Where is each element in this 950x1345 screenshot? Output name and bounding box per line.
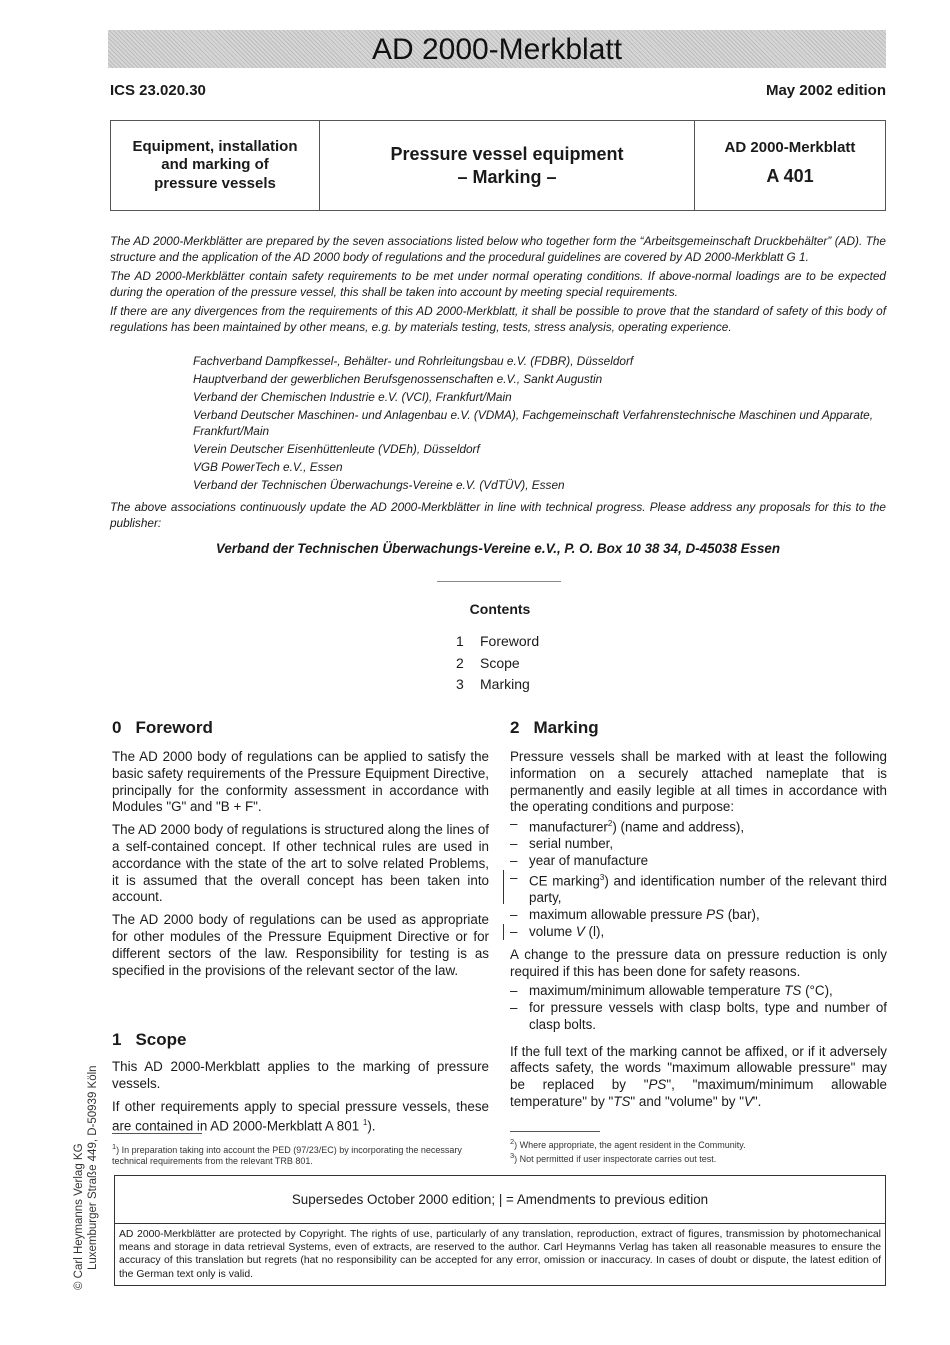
merkblatt-label: AD 2000-Merkblatt (724, 139, 856, 156)
foreword-heading: 0 Foreword (112, 718, 213, 737)
copyright-box (114, 1223, 886, 1286)
imprint-line: © Carl Heymanns Verlag KG (73, 1143, 85, 1290)
amendment-bar (503, 870, 504, 904)
supersedes-note: Supersedes October 2000 edition; | = Amendments to previous edition (291, 1192, 709, 1207)
ics-code: ICS 23.020.30 (110, 82, 206, 99)
document-subtitle: – Marking – (457, 166, 557, 187)
imprint-line: Luxemburger Straße 449, D-50939 Köln (87, 1065, 99, 1270)
header-code-cell (695, 121, 885, 210)
document-title-line: Pressure vessel equipment (390, 143, 624, 164)
intro-paragraph: The AD 2000-Merkblätter are prepared by the seven associations listed below who together form the “Arbeitsgemeinschaft Druckbehälter” (AD). The structure and the application of the AD 2000 body of regulations and the procedural guidelines are covered by AD 2000-Merkblatt G 1. (110, 234, 886, 264)
footnote-3: $^3$) Not permitted if user inspectorate carries out test. (510, 1151, 717, 1164)
header-box (110, 120, 886, 211)
publisher-imprint (72, 1050, 100, 1290)
category-line: pressure vessels (154, 174, 276, 192)
contents-item-marking[interactable]: 3 Marking (456, 676, 530, 692)
association-item: Fachverband Dampfkessel-, Behälter- und Rohrleitungsbau e.V. (FDBR), Düsseldorf (193, 354, 634, 368)
association-list (193, 354, 886, 496)
scope-heading: 1 Scope (112, 1030, 187, 1049)
foreword-paragraph: The AD 2000 body of regulations can be applied to satisfy the basic safety requirements of the Pressure Equipment Directive, principally for the conformity assessment in accordance with Modules "G" and "B + F". (112, 749, 489, 815)
footnote-2: $^2$) Where appropriate, the agent resident in the Community. (510, 1137, 746, 1150)
scope-paragraph: If other requirements apply to special pressure vessels, these are contained in AD 2000-Merkblatt A 801 $^1$). (112, 1098, 489, 1134)
intro-closing (110, 500, 886, 535)
edition-label: May 2002 edition (765, 82, 886, 99)
copyright-notice: AD 2000-Merkblätter are protected by Copyright. The rights of use, particularly of any translation, reproduction, extract of figures, transmission by photomechanical means and storage in data retrieval Systems, even of extracts, are reserved to the author. Carl Heymanns Verlag has taken all reasonable measures to ensure the accuracy of this translation but regrets (hat no responsibility can be accepted for any error, omission or inaccuracy. In cases of doubt or dispute, the latest edition of the German text only is valid. (119, 1229, 881, 1280)
intro-paragraph: If there are any divergences from the requirements of this AD 2000-Merkblatt, it shall be possible to prove that the standard of safety of this body of regulations has been maintained by other means, e.g. by materials testing, tests, stress analysis, operating experience. (110, 304, 886, 334)
association-item: VGB PowerTech e.V., Essen (193, 459, 343, 474)
marking-paragraph: If the full text of the marking cannot be affixed, or if it adversely affects safety, the words "maximum allowable pressure" may be replaced by "PS", "maximum/minimum allowable temperature" by "TS" and "volume" by "V". (510, 1043, 887, 1110)
association-item: Verband der Chemischen Industrie e.V. (VCI), Frankfurt/Main (193, 390, 512, 404)
association-item: Verband der Technischen Überwachungs-Vereine e.V. (VdTÜV), Essen (193, 477, 565, 492)
foreword-paragraph: The AD 2000 body of regulations is structured along the lines of a self-contained concept. If other technical rules are used in accordance with the state of the art to solve related Problems, it is assumed that the overall concept has been taken into account. (112, 822, 489, 905)
publisher-address: Verband der Technischen Überwachungs-Vereine e.V., P. O. Box 10 38 34, D-45038 Essen (215, 541, 781, 556)
list-item: – for pressure vessels with clasp bolts, type and number of clasp bolts. (510, 1000, 887, 1034)
list-item: – manufacturer$^2$) (name and address), (510, 816, 887, 836)
intro-paragraph: The AD 2000-Merkblätter contain safety requirements to be met under normal operating conditions. If above-normal loadings are to be expected during the operation of the pressure vessel, this shall be taken into account by meeting special requirements. (110, 269, 886, 299)
marking-paragraph: Pressure vessels shall be marked with at least the following information on a securely attached nameplate that is permanently and easily legible at all times in accordance with the operating conditions and purpose: (510, 749, 887, 815)
association-item: Verein Deutscher Eisenhüttenleute (VDEh), Düsseldorf (193, 441, 480, 456)
intro-text (110, 234, 886, 339)
scope-paragraph: This AD 2000-Merkblatt applies to the marking of pressure vessels. (112, 1059, 489, 1091)
marking-heading: 2 Marking (510, 718, 599, 737)
contents-list (456, 631, 539, 696)
temperature-list (510, 983, 887, 1033)
association-item: Hauptverband der gewerblichen Berufsgenossenschaften e.V., Sankt Augustin (193, 372, 603, 386)
contents-divider (437, 581, 561, 582)
foreword-body (112, 749, 489, 985)
header-document-title (320, 121, 695, 210)
marking-paragraph: A change to the pressure data on pressure reduction is only required if this has been done for safety reasons. (510, 946, 887, 979)
list-item: – serial number, (510, 836, 887, 853)
list-item: – maximum/minimum allowable temperature TS (°C), (510, 983, 887, 1000)
footnote-rule-left (112, 1133, 202, 1134)
intro-paragraph: The above associations continuously update the AD 2000-Merkblätter in line with technical progress. Please address any proposals for this to the publisher: (110, 500, 886, 530)
marking-list (510, 816, 887, 941)
contents-item-scope[interactable]: 2 Scope (456, 654, 520, 671)
contents-item-foreword[interactable]: 1 Foreword (456, 633, 540, 649)
list-item: – year of manufacture (510, 853, 887, 870)
list-item: – CE marking$^3$) and identification number of the relevant third party, (510, 870, 887, 907)
category-line: Equipment, installation (132, 137, 298, 155)
marking-body (510, 749, 887, 1117)
foreword-paragraph: The AD 2000 body of regulations can be used as appropriate for other modules of the Pressure Equipment Directive or for different sectors of the law. Responsibility for testing is as specified in the provisions of the relevant sector of the law. (112, 912, 489, 978)
scope-body (112, 1059, 489, 1142)
footnote-rule-right (510, 1131, 600, 1132)
category-line: and marking of (161, 156, 269, 174)
footnote-1: $^1$) In preparation taking into account the PED (97/23/EC) by incorporating the necessary technical requirements from the relevant TRB 801. (112, 1142, 462, 1166)
list-item: – volume V (l), (510, 924, 887, 941)
title-banner: AD 2000-Merkblatt (108, 30, 886, 68)
amendment-bar (503, 924, 504, 940)
association-item: Verband Deutscher Maschinen- und Anlagenbau e.V. (VDMA), Fachgemeinschaft Verfahrenstechnische Maschinen und Apparate, Frankfurt/Main (193, 408, 874, 438)
contents-title: Contents (469, 601, 531, 617)
supersedes-box (114, 1175, 886, 1223)
merkblatt-code: A 401 (766, 166, 814, 186)
list-item: – maximum allowable pressure PS (bar), (510, 907, 887, 924)
header-category (111, 121, 320, 210)
